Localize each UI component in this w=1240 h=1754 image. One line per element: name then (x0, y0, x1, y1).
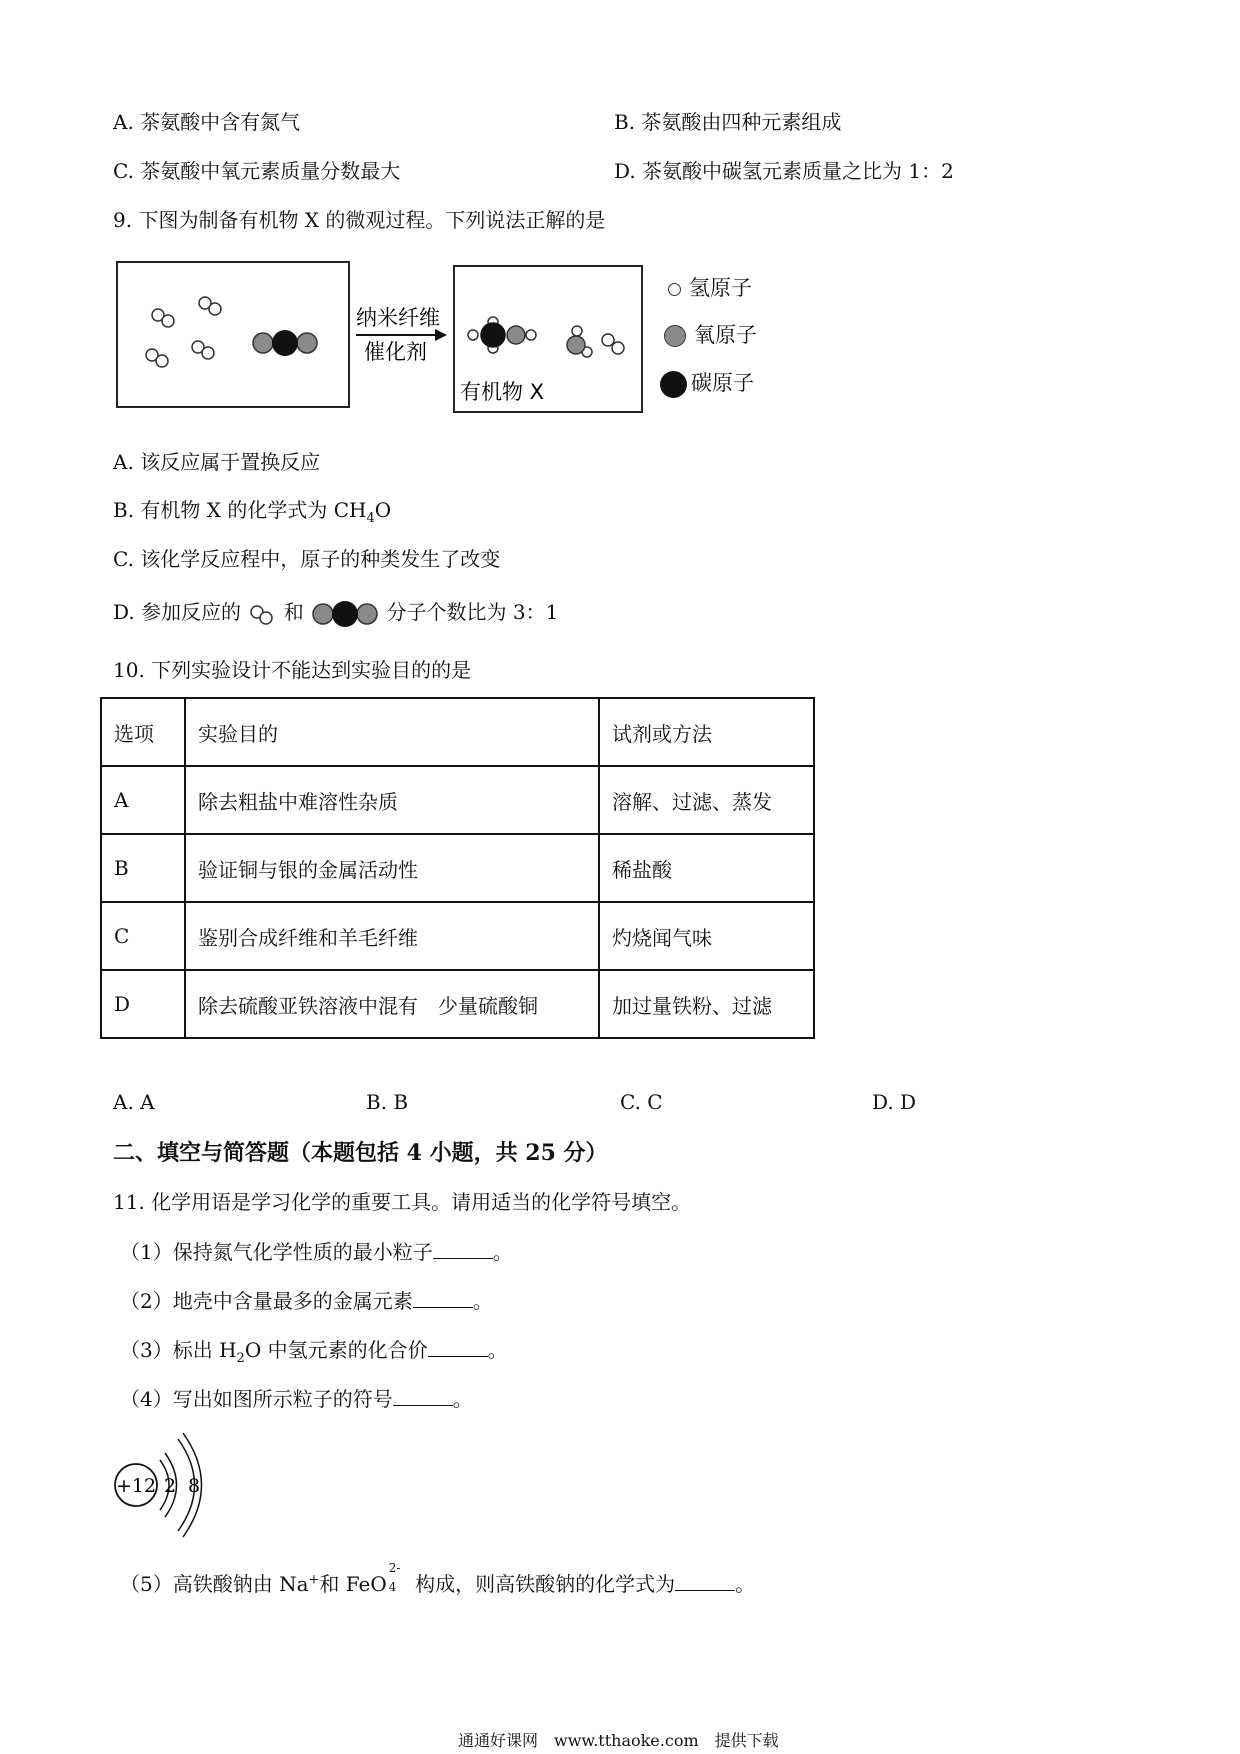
table-cell: D (101, 970, 185, 1038)
footer-text: 通通好课网 www.tthaoke.com 提供下载 (458, 1731, 779, 1750)
shell2-electrons: 8 (187, 1475, 201, 1497)
hydrogen-molecule (199, 297, 221, 315)
atom-structure-diagram (108, 1425, 218, 1545)
experiment-table (100, 697, 815, 1039)
table-cell: 溶解、过滤、蒸发 (599, 766, 814, 834)
q10-stem: 10. 下列实验设计不能达到实验目的的是 (113, 658, 472, 682)
table-header-cell: 选项 (101, 698, 185, 766)
table-header-cell: 试剂或方法 (599, 698, 814, 766)
table-cell: A (101, 766, 185, 834)
methanol-molecule (468, 317, 536, 353)
arrow-label-top: 纳米纤维 (356, 306, 440, 330)
arrow-head (435, 329, 447, 341)
table-cell: 加过量铁粉、过滤 (599, 970, 814, 1038)
answer-blank[interactable] (413, 1289, 473, 1308)
hydrogen-molecule-icon (247, 603, 277, 625)
nucleus-charge: +12 (115, 1475, 157, 1497)
table-cell: B (101, 834, 185, 902)
product-label: 有机物 X (460, 380, 545, 404)
table-header-row (101, 698, 814, 766)
table-cell: 除去粗盐中难溶性杂质 (185, 766, 599, 834)
arrow-label-bottom: 催化剂 (364, 340, 427, 364)
carbon-dioxide-molecule-icon (310, 600, 380, 628)
answer-blank[interactable] (433, 1240, 493, 1259)
q8-option-a: A. 茶氨酸中含有氮气 (113, 110, 301, 134)
answer-blank[interactable] (675, 1572, 735, 1591)
q10-option-d: D. D (872, 1090, 917, 1114)
q9-option-d: D. 参加反应的 和 分子个数比为 3：1 (113, 596, 558, 628)
q11-part-4: （4）写出如图所示粒子的符号 。 (120, 1387, 473, 1411)
table-row (101, 834, 814, 902)
section-title: 二、填空与简答题（本题包括 4 小题，共 25 分） (113, 1140, 608, 1166)
q11-part-3: （3）标出 $H_2O$ 中氢元素的化合价 。 (120, 1338, 508, 1366)
table-row (101, 902, 814, 970)
legend-oxygen-label: 氧原子 (694, 323, 757, 347)
q10-option-b: B. B (366, 1090, 409, 1114)
answer-blank[interactable] (428, 1338, 488, 1357)
table-cell: 稀盐酸 (599, 834, 814, 902)
carbon-dioxide-molecule (253, 330, 317, 356)
q11-stem: 11. 化学用语是学习化学的重要工具。请用适当的化学符号填空。 (113, 1190, 692, 1214)
q11-part-5: （5）高铁酸钠由 Na+和 FeO 2- 4 构成，则高铁酸钠的化学式为 。 (120, 1561, 756, 1596)
hydrogen-molecule (146, 349, 168, 367)
answer-blank[interactable] (393, 1387, 453, 1406)
legend-carbon (660, 367, 754, 398)
hydrogen-molecule (152, 309, 174, 327)
q11-part-2: （2）地壳中含量最多的金属元素 。 (120, 1289, 493, 1313)
table-cell: 除去硫酸亚铁溶液中混有 少量硫酸铜 (185, 970, 599, 1038)
table-cell: 灼烧闻气味 (599, 902, 814, 970)
hydrogen-atom-icon (668, 283, 681, 296)
shell1-electrons: 2 (163, 1475, 177, 1497)
q10-option-c: C. C (620, 1090, 663, 1114)
table-row (101, 766, 814, 834)
legend-hydrogen-label: 氢原子 (689, 276, 752, 300)
legend-carbon-label: 碳原子 (691, 371, 754, 395)
table-row (101, 970, 814, 1038)
q11-part-1: （1）保持氮气化学性质的最小粒子 。 (120, 1240, 513, 1264)
table-header-cell: 实验目的 (185, 698, 599, 766)
q8-option-c: C. 茶氨酸中氧元素质量分数最大 (113, 159, 401, 183)
oxygen-atom-icon (664, 325, 686, 347)
q9-option-c: C. 该化学反应程中，原子的种类发生了改变 (113, 547, 501, 571)
q8-option-d: D. 茶氨酸中碳氢元素质量之比为 1：2 (614, 159, 954, 183)
q9-option-b: B. 有机物 X 的化学式为 $CH_4O$ (113, 498, 392, 526)
hydrogen-molecule (602, 334, 624, 354)
water-molecule (567, 326, 592, 357)
table-cell: C (101, 902, 185, 970)
q9-option-a: A. 该反应属于置换反应 (113, 450, 321, 474)
carbon-atom-icon (660, 371, 687, 398)
reactant-box (117, 262, 349, 407)
hydrogen-molecule (192, 341, 214, 359)
q9-stem: 9. 下图为制备有机物 X 的微观过程。下列说法正解的是 (113, 208, 606, 232)
legend-oxygen (664, 319, 757, 349)
table-cell: 鉴别合成纤维和羊毛纤维 (185, 902, 599, 970)
q8-option-b: B. 茶氨酸由四种元素组成 (614, 110, 842, 134)
table-cell: 验证铜与银的金属活动性 (185, 834, 599, 902)
q10-option-a: A. A (113, 1090, 155, 1114)
legend-hydrogen (668, 272, 752, 302)
